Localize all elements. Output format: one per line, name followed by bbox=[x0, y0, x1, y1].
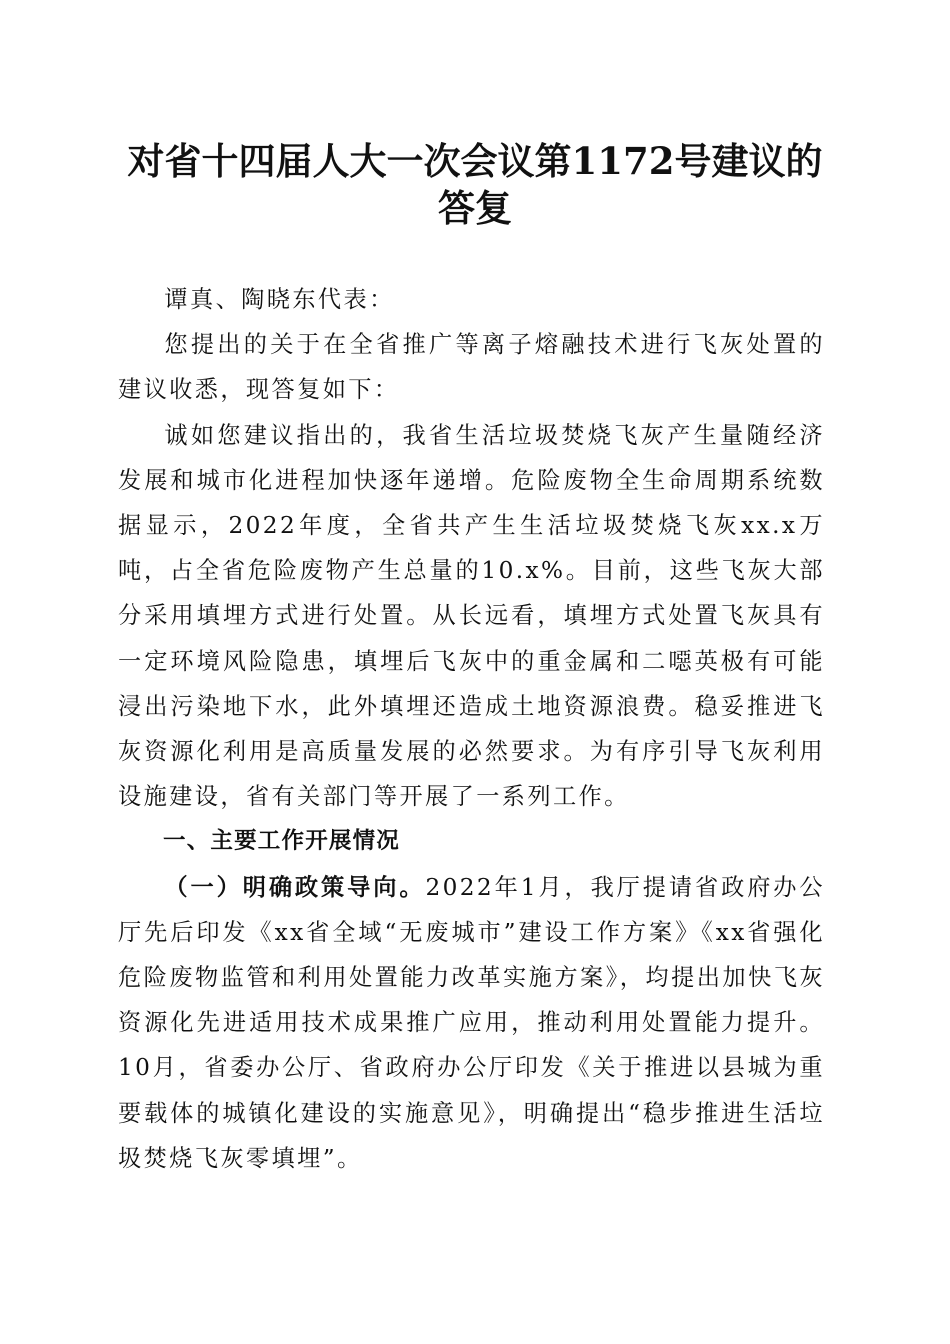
section-heading: 一、主要工作开展情况 bbox=[163, 828, 401, 855]
salutation: 谭真、陶晓东代表： bbox=[164, 286, 395, 313]
background-paragraph: 诚如您建议指出的，我省生活垃圾焚烧飞灰产生量随经济发展和城市化进程加快逐年递增。危险废物全生命周期系统数据显示，2022年度，全省共产生生活垃圾焚烧飞灰xx.x万吨，占全省危险废物产生总量的10.x%。目前，这些飞灰大部分采用填埋方式进行处置。从长远看，填埋方式处置飞灰具有一定环境风险隐患，填埋后飞灰中的重金属和二噁英极有可能浸出污染地下水，此外填埋还造成土地资源浪费。稳妥推进飞灰资源化利用是高质量发展的必然要求。为有序引导飞灰利用设施建设，省有关部门等开展了一系列工作。 bbox=[118, 421, 825, 811]
subsection-label: （一）明确政策导向。 bbox=[164, 873, 426, 901]
intro-paragraph: 您提出的关于在全省推广等离子熔融技术进行飞灰处置的建议收悉，现答复如下： bbox=[118, 331, 825, 404]
subsection-paragraph bbox=[118, 865, 825, 1181]
document-title: 对省十四届人大一次会议第1172号建议的答复 bbox=[127, 139, 823, 230]
subsection-text: 2022年1月，我厅提请省政府办公厅先后印发《xx省全域“无废城市”建设工作方案》《xx省强化危险废物监管和利用处置能力改革实施方案》，均提出加快飞灰资源化先进适用技术成果推广应用，推动利用处置能力提升。10月，省委办公厅、省政府办公厅印发《关于推进以县城为重要载体的城镇化建设的实施意见》，明确提出“稳步推进生活垃圾焚烧飞灰零填埋”。 bbox=[118, 873, 826, 1172]
document-body bbox=[118, 277, 825, 1181]
